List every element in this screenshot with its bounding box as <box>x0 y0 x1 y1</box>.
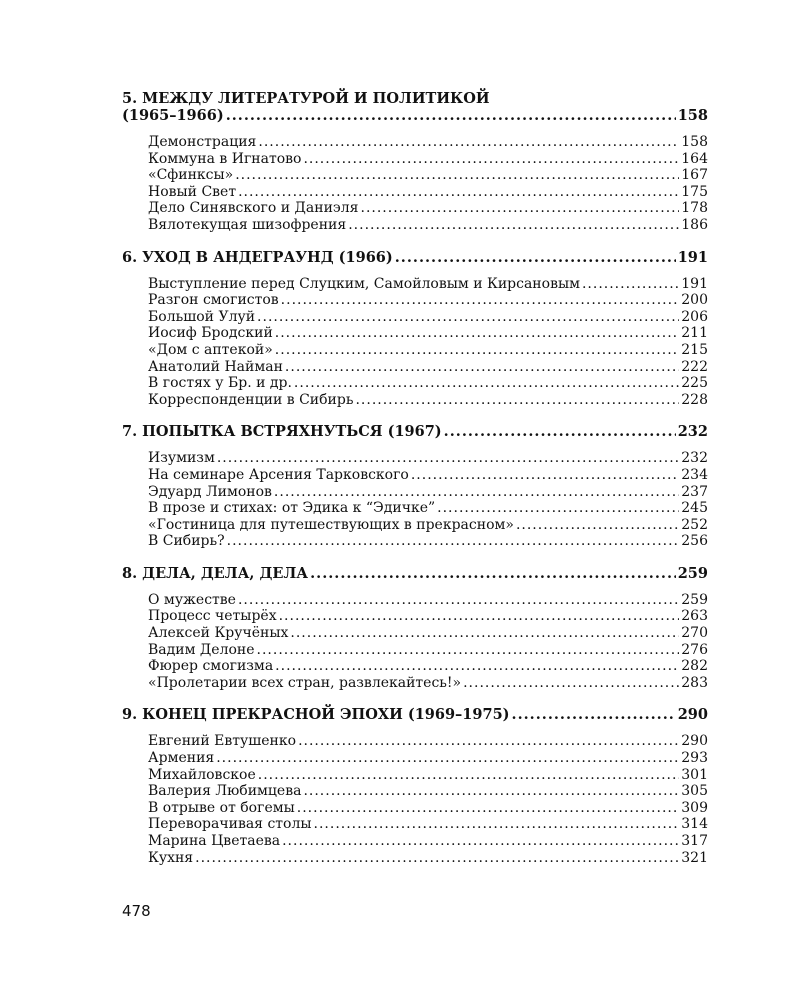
entry-title: «Дом с аптекой» <box>148 341 273 358</box>
entry-title: «Гостиница для путешествующих в прекрасном» <box>148 516 514 533</box>
entry-page-number: 301 <box>681 766 708 783</box>
toc-entry[interactable] <box>148 342 708 359</box>
entry-page-number: 178 <box>681 200 708 217</box>
entry-page-number: 282 <box>681 658 708 675</box>
entry-page-number: 167 <box>681 167 708 184</box>
chapter-page-number: 290 <box>677 706 708 724</box>
toc-entry[interactable] <box>148 276 708 293</box>
dot-leader <box>411 467 679 484</box>
toc-entry[interactable] <box>148 783 708 800</box>
dot-leader <box>463 675 679 692</box>
dot-leader <box>355 392 679 409</box>
dot-leader <box>275 342 679 359</box>
dot-leader <box>516 517 679 534</box>
toc-entry[interactable] <box>148 767 708 784</box>
toc-entry[interactable] <box>148 642 708 659</box>
table-of-contents <box>122 90 708 881</box>
entry-title: Анатолий Найман <box>148 358 283 375</box>
dot-leader <box>310 565 676 582</box>
entry-page-number: 305 <box>681 783 708 800</box>
entry-title: В отрыве от богемы <box>148 799 295 816</box>
entry-page-number: 175 <box>681 183 708 200</box>
chapter-heading[interactable] <box>122 565 708 582</box>
toc-entry[interactable] <box>148 134 708 151</box>
chapter-title: 5. МЕЖДУ ЛИТЕРАТУРОЙ И ПОЛИТИКОЙ <box>122 90 490 107</box>
dot-leader <box>361 200 680 217</box>
toc-entry[interactable] <box>148 608 708 625</box>
entry-title: Новый Свет <box>148 183 237 200</box>
chapter-heading[interactable] <box>122 90 708 124</box>
toc-entry[interactable] <box>148 675 708 692</box>
toc-entry[interactable] <box>148 800 708 817</box>
toc-entry[interactable] <box>148 658 708 675</box>
chapter-heading[interactable] <box>122 706 708 723</box>
toc-entry[interactable] <box>148 200 708 217</box>
entry-page-number: 228 <box>681 391 708 408</box>
entry-page-number: 164 <box>681 150 708 167</box>
entry-title: Большой Улуй <box>148 308 256 325</box>
entry-title: Процесс четырёх <box>148 608 277 625</box>
entry-title: Евгений Евтушенко <box>148 733 297 750</box>
entry-title: Вялотекущая шизофрения <box>148 216 347 233</box>
dot-leader <box>257 642 680 659</box>
dot-leader <box>314 816 680 833</box>
toc-entry[interactable] <box>148 151 708 168</box>
dot-leader <box>294 375 679 392</box>
toc-entry[interactable] <box>148 500 708 517</box>
entry-title: На семинаре Арсения Тарковского <box>148 466 409 483</box>
entry-page-number: 321 <box>681 849 708 866</box>
entry-page-number: 211 <box>681 325 708 342</box>
entry-title: В Сибирь? <box>148 533 225 550</box>
toc-entry[interactable] <box>148 292 708 309</box>
dot-leader <box>303 151 679 168</box>
entry-page-number: 200 <box>681 292 708 309</box>
dot-leader <box>227 533 680 550</box>
dot-leader <box>582 276 679 293</box>
entry-page-number: 314 <box>681 816 708 833</box>
entry-page-number: 206 <box>681 308 708 325</box>
toc-entry[interactable] <box>148 592 708 609</box>
entry-title: В гостях у Бр. и др. <box>148 375 292 392</box>
dot-leader <box>238 592 679 609</box>
toc-entry[interactable] <box>148 184 708 201</box>
chapter-title: 7. ПОПЫТКА ВСТРЯХНУТЬСЯ (1967) <box>122 423 442 441</box>
chapter-page-number: 259 <box>677 564 708 582</box>
entry-page-number: 186 <box>681 216 708 233</box>
chapter-page-number: 191 <box>677 248 708 266</box>
entry-title: В прозе и стихах: от Эдика к “Эдичке” <box>148 500 436 517</box>
dot-leader <box>298 733 679 750</box>
dot-leader <box>217 450 679 467</box>
toc-entry[interactable] <box>148 217 708 234</box>
toc-entry[interactable] <box>148 484 708 501</box>
toc-entry[interactable] <box>148 850 708 867</box>
toc-entry[interactable] <box>148 733 708 750</box>
page-number: 478 <box>122 902 151 920</box>
entry-title: О мужестве <box>148 591 236 608</box>
entry-title: Михайловское <box>148 766 256 783</box>
entry-title: Фюрер смогизма <box>148 658 274 675</box>
dot-leader <box>282 833 679 850</box>
entry-page-number: 317 <box>681 833 708 849</box>
entry-title: Переворачивая столы <box>148 816 312 833</box>
entry-page-number: 276 <box>681 641 708 658</box>
toc-entry[interactable] <box>148 833 708 850</box>
entry-title: Демонстрация <box>148 134 257 150</box>
entry-page-number: 245 <box>681 500 708 517</box>
chapter-title: 8. ДЕЛА, ДЕЛА, ДЕЛА <box>122 564 309 582</box>
entry-title: «Сфинксы» <box>148 167 234 184</box>
chapter-section <box>122 90 708 234</box>
entry-title: Дело Синявского и Даниэля <box>148 200 359 217</box>
entry-title: Выступление перед Слуцким, Самойловым и Кирсановым <box>148 275 580 292</box>
chapter-section <box>122 565 708 692</box>
entry-title: Алексей Кручёных <box>148 625 289 642</box>
chapter-section <box>122 423 708 550</box>
dot-leader <box>238 184 679 201</box>
entry-title: Вадим Делоне <box>148 641 255 658</box>
entry-title: «Пролетарии всех стран, развлекайтесь!» <box>148 674 462 691</box>
toc-entry[interactable] <box>148 325 708 342</box>
dot-leader <box>437 500 679 517</box>
dot-leader <box>444 423 676 440</box>
dot-leader <box>348 217 679 234</box>
toc-entry[interactable] <box>148 309 708 326</box>
toc-entry[interactable] <box>148 359 708 376</box>
entry-page-number: 252 <box>681 516 708 533</box>
dot-leader <box>226 107 676 124</box>
entry-page-number: 270 <box>681 625 708 642</box>
entry-page-number: 309 <box>681 799 708 816</box>
dot-leader <box>274 484 679 501</box>
entry-title: Кухня <box>148 849 194 866</box>
dot-leader <box>235 167 679 184</box>
dot-leader <box>297 800 679 817</box>
chapter-title: 9. КОНЕЦ ПРЕКРАСНОЙ ЭПОХИ (1969–1975) <box>122 706 510 724</box>
entry-page-number: 237 <box>681 483 708 500</box>
chapter-section <box>122 706 708 866</box>
entry-title: Изумизм <box>148 450 215 467</box>
entry-page-number: 290 <box>681 733 708 750</box>
entry-page-number: 293 <box>681 750 708 767</box>
entry-page-number: 283 <box>681 674 708 691</box>
chapter-page-number: 232 <box>677 423 708 441</box>
dot-leader <box>258 767 680 784</box>
dot-leader <box>303 783 679 800</box>
dot-leader <box>216 750 679 767</box>
toc-entry[interactable] <box>148 816 708 833</box>
entry-page-number: 215 <box>681 341 708 358</box>
chapter-heading[interactable] <box>122 423 708 440</box>
entry-title: Армения <box>148 750 215 767</box>
dot-leader <box>195 850 679 867</box>
entry-page-number: 191 <box>681 275 708 292</box>
entry-title: Марина Цветаева <box>148 833 281 849</box>
chapter-section <box>122 249 708 409</box>
chapter-heading[interactable] <box>122 249 708 266</box>
dot-leader <box>285 359 679 376</box>
toc-entry[interactable] <box>148 450 708 467</box>
chapter-title: 6. УХОД В АНДЕГРАУНД (1966) <box>122 248 393 266</box>
toc-entry[interactable] <box>148 533 708 550</box>
entry-page-number: 234 <box>681 466 708 483</box>
toc-entry[interactable] <box>148 392 708 409</box>
entry-page-number: 256 <box>681 533 708 550</box>
dot-leader <box>512 706 676 723</box>
dot-leader <box>258 134 679 151</box>
entry-page-number: 263 <box>681 608 708 625</box>
dot-leader <box>290 625 679 642</box>
toc-entry[interactable] <box>148 375 708 392</box>
toc-entry[interactable] <box>148 517 708 534</box>
toc-entry[interactable] <box>148 625 708 642</box>
toc-entry[interactable] <box>148 750 708 767</box>
dot-leader <box>281 292 680 309</box>
toc-entry[interactable] <box>148 167 708 184</box>
entry-title: Разгон смогистов <box>148 292 279 309</box>
entry-page-number: 225 <box>681 375 708 392</box>
dot-leader <box>279 608 680 625</box>
entry-title: Коммуна в Игнатово <box>148 150 302 167</box>
entry-title: Иосиф Бродский <box>148 325 273 342</box>
entry-title: Корреспонденции в Сибирь <box>148 391 354 408</box>
chapter-title-years: (1965–1966) <box>122 107 224 124</box>
dot-leader <box>257 309 679 326</box>
dot-leader <box>275 325 679 342</box>
entry-title: Эдуард Лимонов <box>148 483 272 500</box>
entry-title: Валерия Любимцева <box>148 783 302 800</box>
toc-entry[interactable] <box>148 467 708 484</box>
entry-page-number: 158 <box>681 134 708 150</box>
entry-page-number: 222 <box>681 358 708 375</box>
chapter-page-number: 158 <box>677 107 708 124</box>
entry-page-number: 232 <box>681 450 708 467</box>
dot-leader <box>275 658 679 675</box>
dot-leader <box>395 249 676 266</box>
entry-page-number: 259 <box>681 591 708 608</box>
